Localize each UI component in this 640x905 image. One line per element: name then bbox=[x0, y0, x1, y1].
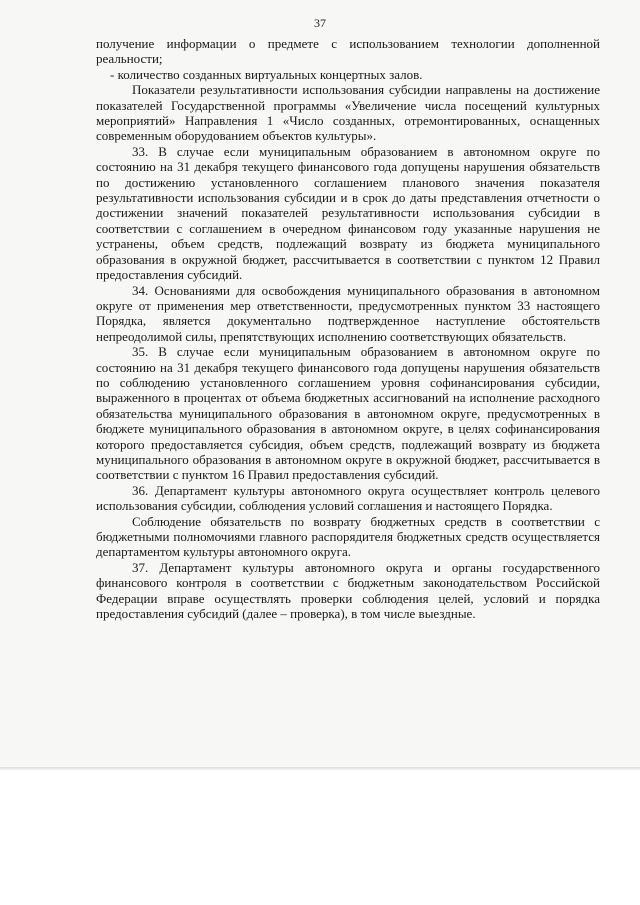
paragraph-indicators: Показатели результативности использования субсидии направлены на достижение показателей Государственной программы «Увеличение числа посещений культурных мероприятий» Направления 1 «Число созданных, отремонтированных, оснащенных современным оборудованием объектов культуры». bbox=[96, 82, 600, 144]
paragraph-continuation: получение информации о предмете с использованием технологии дополненной реальности; bbox=[96, 36, 600, 67]
document-body bbox=[96, 36, 600, 621]
page-number: 37 bbox=[314, 16, 326, 30]
paragraph-36: 36. Департамент культуры автономного округа осуществляет контроль целевого использования субсидии, соблюдения условий соглашения и настоящего Порядка. bbox=[96, 482, 600, 514]
paragraph-33: 33. В случае если муниципальным образованием в автономном округе по состоянию на 31 декабря текущего финансового года допущены нарушения обязательств по достижению установленного соглашением планового значения показателя результативности использования субсидии и в срок до даты представления отчетности о достижении значений показателей результативности использования субсидии в соответствии с соглашением в очередном финансовом году указанные нарушения не устранены, объем средств, подлежащий возврату из бюджета муниципального образования в окружной бюджет, рассчитывается в соответствии с пунктом 12 Правил предоставления субсидий. bbox=[96, 143, 600, 283]
scan-edge bbox=[0, 767, 640, 771]
paragraph-refund-obligations: Соблюдение обязательств по возврату бюджетных средств в соответствии с бюджетными полномочиями главного распорядителя бюджетных средств осуществляется департаментом культуры автономного округа. bbox=[96, 513, 600, 560]
paragraph-34: 34. Основаниями для освобождения муниципального образования в автономном округе от применения мер ответственности, предусмотренных пунктом 33 настоящего Порядка, является документально подтвержденное наступление обстоятельств непреодолимой силы, препятствующих исполнению соответствующих обязательств. bbox=[96, 282, 600, 344]
paragraph-37: 37. Департамент культуры автономного округа и органы государственного финансового контроля в соответствии с бюджетным законодательством Российской Федерации вправе осуществлять проверки соблюдения целей, условий и порядка предоставления субсидий (далее – проверка), в том числе выездные. bbox=[96, 559, 600, 622]
paragraph-list-item: - количество созданных виртуальных концертных залов. bbox=[110, 66, 423, 82]
paragraph-35: 35. В случае если муниципальным образованием в автономном округе по состоянию на 31 декабря текущего финансового года допущены нарушения обязательств по соблюдению установленного соглашением уровня софинансирования субсидии, выраженного в процентах от объема бюджетных ассигнований на исполнение расходного обязательства муниципального образования в автономном округе, предусмотренных в бюджете муниципального образования в автономном округе, в целях софинансирования которого предоставляется субсидия, объем средств, подлежащий возврату из бюджета муниципального образования в автономном округе в окружной бюджет, рассчитывается в соответствии с пунктом 16 Правил предоставления субсидий. bbox=[96, 344, 600, 483]
